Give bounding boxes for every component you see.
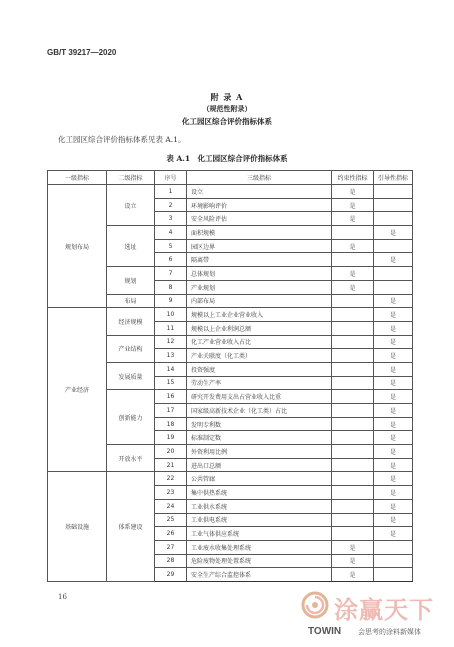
binding-cell: 是 xyxy=(332,198,374,212)
level3-cell: 安全生产综合监控体系 xyxy=(187,568,332,582)
appendix-subtitle: （规范性附录） xyxy=(202,104,252,113)
serial-cell: 19 xyxy=(155,431,187,445)
serial-cell: 4 xyxy=(155,226,187,240)
guiding-cell: 是 xyxy=(374,253,413,267)
level3-cell: 危险废物处理处置系统 xyxy=(187,554,332,568)
serial-cell: 2 xyxy=(155,198,187,212)
guiding-cell: 是 xyxy=(374,308,413,322)
level3-cell: 内部布局 xyxy=(187,294,332,308)
guiding-cell: 是 xyxy=(374,404,413,418)
guiding-cell xyxy=(374,280,413,294)
serial-cell: 15 xyxy=(155,376,187,390)
level3-cell: 产业规划 xyxy=(187,280,332,294)
guiding-cell: 是 xyxy=(374,527,413,541)
watermark-slogan: 会思考的涂料新媒体 xyxy=(358,628,421,636)
intro-paragraph: 化工园区综合评价指标体系见表 A.1。 xyxy=(58,135,186,144)
binding-cell: 是 xyxy=(332,540,374,554)
guiding-cell xyxy=(374,212,413,226)
serial-cell: 8 xyxy=(155,280,187,294)
serial-cell: 9 xyxy=(155,294,187,308)
guiding-cell: 是 xyxy=(374,472,413,486)
level3-cell: 规模以上企业利润总额 xyxy=(187,321,332,335)
table-row xyxy=(48,472,413,486)
guiding-cell xyxy=(374,267,413,281)
watermark-latin: TOWIN xyxy=(308,626,342,637)
guiding-cell: 是 xyxy=(374,431,413,445)
appendix-title: 附 录 A xyxy=(210,92,244,102)
guiding-cell xyxy=(374,239,413,253)
guiding-cell: 是 xyxy=(374,321,413,335)
binding-cell xyxy=(332,294,374,308)
level3-cell: 工业供水系统 xyxy=(187,499,332,513)
guiding-cell: 是 xyxy=(374,458,413,472)
level3-cell: 面积规模 xyxy=(187,226,332,240)
binding-cell xyxy=(332,445,374,459)
level2-cell: 开放水平 xyxy=(107,445,155,472)
indicator-table-container xyxy=(47,170,412,582)
guiding-cell: 是 xyxy=(374,362,413,376)
level1-cell: 产业经济 xyxy=(48,308,107,472)
header-level3: 三级指标 xyxy=(187,171,332,185)
binding-cell xyxy=(332,362,374,376)
table-body xyxy=(48,185,413,582)
guiding-cell xyxy=(374,568,413,582)
level1-cell: 规划布局 xyxy=(48,185,107,308)
table-row xyxy=(48,308,413,322)
binding-cell xyxy=(332,335,374,349)
serial-cell: 13 xyxy=(155,349,187,363)
level3-cell: 国家级高新技术企业（化工类）占比 xyxy=(187,404,332,418)
header-binding: 约束性指标 xyxy=(332,171,374,185)
level2-cell: 发展质量 xyxy=(107,362,155,389)
binding-cell xyxy=(332,376,374,390)
level3-cell: 产业关联度（化工类） xyxy=(187,349,332,363)
level3-cell: 发明专利数 xyxy=(187,417,332,431)
serial-cell: 23 xyxy=(155,486,187,500)
binding-cell xyxy=(332,349,374,363)
header-level1: 一级指标 xyxy=(48,171,107,185)
guiding-cell: 是 xyxy=(374,390,413,404)
binding-cell xyxy=(332,390,374,404)
serial-cell: 26 xyxy=(155,527,187,541)
watermark xyxy=(300,590,450,642)
binding-cell: 是 xyxy=(332,554,374,568)
level3-cell: 集中供热系统 xyxy=(187,486,332,500)
header-serial: 序号 xyxy=(155,171,187,185)
level3-cell: 劳动生产率 xyxy=(187,376,332,390)
guiding-cell: 是 xyxy=(374,499,413,513)
table-caption: 表 A.1 化工园区综合评价指标体系 xyxy=(166,154,288,163)
binding-cell xyxy=(332,253,374,267)
serial-cell: 27 xyxy=(155,540,187,554)
indicator-table xyxy=(47,170,413,582)
level3-cell: 工业气体供应系统 xyxy=(187,527,332,541)
level3-cell: 工业供电系统 xyxy=(187,513,332,527)
binding-cell xyxy=(332,486,374,500)
binding-cell xyxy=(332,431,374,445)
level2-cell: 体系建设 xyxy=(107,472,155,582)
binding-cell xyxy=(332,458,374,472)
guiding-cell xyxy=(374,198,413,212)
level2-cell: 产业结构 xyxy=(107,335,155,362)
standard-code: GB/T 39217—2020 xyxy=(47,48,117,57)
binding-cell: 是 xyxy=(332,185,374,199)
serial-cell: 25 xyxy=(155,513,187,527)
level3-cell: 投资强度 xyxy=(187,362,332,376)
serial-cell: 6 xyxy=(155,253,187,267)
binding-cell: 是 xyxy=(332,568,374,582)
binding-cell: 是 xyxy=(332,212,374,226)
binding-cell xyxy=(332,308,374,322)
guiding-cell: 是 xyxy=(374,294,413,308)
binding-cell xyxy=(332,499,374,513)
level3-cell: 进出口总额 xyxy=(187,458,332,472)
serial-cell: 11 xyxy=(155,321,187,335)
level2-cell: 设立 xyxy=(107,185,155,226)
page-number: 16 xyxy=(58,593,67,601)
serial-cell: 16 xyxy=(155,390,187,404)
level3-cell: 公共管廊 xyxy=(187,472,332,486)
serial-cell: 20 xyxy=(155,445,187,459)
serial-cell: 28 xyxy=(155,554,187,568)
guiding-cell: 是 xyxy=(374,226,413,240)
binding-cell: 是 xyxy=(332,267,374,281)
guiding-cell xyxy=(374,554,413,568)
binding-cell xyxy=(332,404,374,418)
level2-cell: 规划 xyxy=(107,267,155,294)
level2-cell: 布局 xyxy=(107,294,155,308)
table-header-row xyxy=(48,171,413,185)
level2-cell: 经济规模 xyxy=(107,308,155,335)
guiding-cell: 是 xyxy=(374,513,413,527)
appendix-heading: 化工园区综合评价指标体系 xyxy=(182,117,272,126)
towin-logo-icon xyxy=(300,590,330,620)
serial-cell: 1 xyxy=(155,185,187,199)
level2-cell: 创新能力 xyxy=(107,390,155,445)
serial-cell: 12 xyxy=(155,335,187,349)
level1-cell: 基础设施 xyxy=(48,472,107,582)
binding-cell xyxy=(332,472,374,486)
header-level2: 二级指标 xyxy=(107,171,155,185)
level3-cell: 总体规划 xyxy=(187,267,332,281)
serial-cell: 5 xyxy=(155,239,187,253)
serial-cell: 7 xyxy=(155,267,187,281)
binding-cell xyxy=(332,226,374,240)
serial-cell: 10 xyxy=(155,308,187,322)
binding-cell: 是 xyxy=(332,280,374,294)
level3-cell: 规模以上工业企业营业收入 xyxy=(187,308,332,322)
serial-cell: 3 xyxy=(155,212,187,226)
binding-cell xyxy=(332,527,374,541)
binding-cell xyxy=(332,513,374,527)
serial-cell: 17 xyxy=(155,404,187,418)
binding-cell xyxy=(332,321,374,335)
serial-cell: 22 xyxy=(155,472,187,486)
level3-cell: 环境影响评价 xyxy=(187,198,332,212)
level2-cell: 选址 xyxy=(107,226,155,267)
level3-cell: 标准制定数 xyxy=(187,431,332,445)
header-guiding: 引导性指标 xyxy=(374,171,413,185)
serial-cell: 29 xyxy=(155,568,187,582)
serial-cell: 14 xyxy=(155,362,187,376)
level3-cell: 隔离带 xyxy=(187,253,332,267)
guiding-cell: 是 xyxy=(374,335,413,349)
level3-cell: 园区边界 xyxy=(187,239,332,253)
guiding-cell: 是 xyxy=(374,445,413,459)
level3-cell: 化工产业营业收入占比 xyxy=(187,335,332,349)
binding-cell: 是 xyxy=(332,239,374,253)
level3-cell: 设立 xyxy=(187,185,332,199)
level3-cell: 研究开发费用支出占营业收入比重 xyxy=(187,390,332,404)
guiding-cell xyxy=(374,185,413,199)
guiding-cell: 是 xyxy=(374,486,413,500)
serial-cell: 24 xyxy=(155,499,187,513)
guiding-cell xyxy=(374,540,413,554)
serial-cell: 21 xyxy=(155,458,187,472)
serial-cell: 18 xyxy=(155,417,187,431)
table-row xyxy=(48,185,413,199)
guiding-cell: 是 xyxy=(374,376,413,390)
guiding-cell: 是 xyxy=(374,417,413,431)
level3-cell: 工业废水收集处理系统 xyxy=(187,540,332,554)
guiding-cell: 是 xyxy=(374,349,413,363)
level3-cell: 外资利用比例 xyxy=(187,445,332,459)
binding-cell xyxy=(332,417,374,431)
level3-cell: 安全风险评估 xyxy=(187,212,332,226)
watermark-brand: 涂赢天下 xyxy=(334,596,434,624)
